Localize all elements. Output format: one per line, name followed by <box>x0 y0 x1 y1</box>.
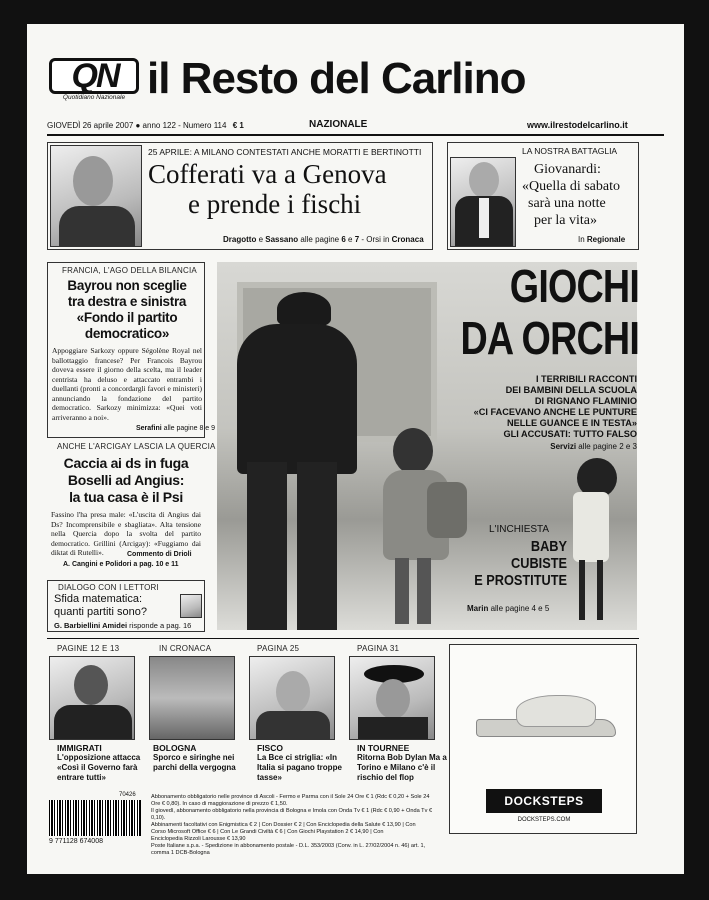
qn-logo-text: QN <box>71 57 119 95</box>
main-headline-1: GIOCHI <box>509 260 639 312</box>
masthead-title: il Resto del Carlino <box>147 54 526 103</box>
masthead-divider <box>47 134 664 136</box>
fisco-photo <box>249 656 335 740</box>
bottom-item-4: PAGINA 31 IN TOURNEE Ritorna Bob Dylan Ma a Torino e Milano c'è il rischio del flop <box>349 644 447 784</box>
battle-ref: In Regionale <box>578 235 626 244</box>
barcode-block: 70426 9 771128 674008 <box>49 792 145 850</box>
docksteps-url: DOCKSTEPS.COM <box>517 817 571 823</box>
bayrou-ref: Serafini alle pagine 8 e 9 <box>136 425 216 432</box>
arcigay-headline: Caccia ai ds in fuga Boselli ad Angius: la tua casa è il Psi <box>63 455 189 505</box>
bayrou-kicker: FRANCIA, L'AGO DELLA BILANCIA <box>62 266 197 275</box>
docksteps-brand: DOCKSTEPS <box>486 789 602 813</box>
main-headline <box>454 260 639 364</box>
battle-kicker: LA NOSTRA BATTAGLIA <box>522 146 618 156</box>
arcigay-ref-1: Commento di Drioli <box>127 551 192 558</box>
shoe-illustration <box>476 689 616 749</box>
dialogo-kicker: DIALOGO CON I LETTORI <box>58 583 159 592</box>
inchiesta-kicker: L'INCHIESTA <box>489 524 550 535</box>
qn-logo-subtitle: Quotidiano Nazionale <box>62 94 126 101</box>
bottom-item-2: IN CRONACA BOLOGNA Sporco e siringhe nei parchi della vergogna <box>149 644 247 784</box>
bayrou-body: Appoggiare Sarkozy oppure Ségolène Royal nel ballottaggio francese? Per Francois Bayrou doveva essere il giorno della scelta, ma il leader centrista ha deluso e attaccato entrambi i duellanti (pronti a concordargli favori e ministeri) annunciando la fondazione del partito democratico. Sarkozy minimizza: «Quei voti arriveranno a noi». <box>52 346 202 422</box>
battle-line-1: Giovanardi: <box>534 162 601 177</box>
bottom-strip-divider <box>47 638 639 639</box>
date-text: GIOVEDÌ 26 aprile 2007 ● anno 122 - Numero 114 <box>47 121 227 130</box>
top-story-headline-2: e prende i fischi <box>188 189 362 219</box>
qn-logo <box>49 58 139 104</box>
edition-label: NAZIONALE <box>309 119 368 130</box>
dialogo-box <box>47 580 205 632</box>
barbiellini-photo <box>180 594 202 618</box>
battle-box <box>447 142 639 250</box>
top-story-byline: Dragotto e Sassano alle pagine 6 e 7 - Orsi in Cronaca <box>223 235 424 244</box>
dylan-photo <box>349 656 435 740</box>
date-line <box>47 121 244 130</box>
giovanardi-photo <box>450 157 516 247</box>
battle-line-2: «Quella di sabato <box>522 179 620 194</box>
bottom-item-1: PAGINE 12 E 13 IMMIGRATI L'opposizione attacca «Così il Governo farà entrare tutti» <box>49 644 147 784</box>
top-story-kicker: 25 APRILE: A MILANO CONTESTATI ANCHE MORATTI E BERTINOTTI <box>148 147 422 157</box>
barcode <box>49 800 141 836</box>
bottom-item-3: PAGINA 25 FISCO La Bce ci striglia: «In Italia si pagano troppe tasse» <box>249 644 347 784</box>
docksteps-advert[interactable] <box>449 644 637 834</box>
arcigay-kicker: ANCHE L'ARCIGAY LASCIA LA QUERCIA <box>57 442 216 451</box>
main-ref: Servizi alle pagine 2 e 3 <box>550 442 637 451</box>
bayrou-headline: Bayrou non sceglie tra destra e sinistra «Fondo il partito democratico» <box>67 278 187 341</box>
website-link[interactable]: www.ilrestodelcarlino.it <box>527 120 628 130</box>
arcigay-block <box>47 442 216 574</box>
dialogo-headline: Sfida matematica: quanti partiti sono? <box>54 593 147 618</box>
arcigay-ref-2: A. Cangini e Polidori a pag. 10 e 11 <box>63 561 179 568</box>
top-story-box <box>47 142 433 250</box>
cofferati-photo <box>50 145 142 247</box>
main-subheads: I TERRIBILI RACCONTI DEI BAMBINI DELLA SCUOLA DI RIGNANO FLAMINIO «CI FACEVANO ANCHE LE PUNTURE NELLE GUANCE E IN TESTA» GLI ACCUSATI: TUTTO FALSO <box>473 374 637 439</box>
price: € 1 <box>232 121 244 130</box>
inchiesta-ref: Marin alle pagine 4 e 5 <box>467 604 550 613</box>
newspaper-front-page <box>27 24 684 874</box>
bayrou-box <box>47 262 216 438</box>
inchiesta-headline: BABY CUBISTE E PROSTITUTE <box>474 538 567 589</box>
dialogo-ref: G. Barbiellini Amidei risponde a pag. 16 <box>54 621 192 630</box>
top-story-headline-1: Cofferati va a Genova <box>148 159 387 189</box>
arcigay-body: Fassino l'ha presa male: «L'uscita di Angius dai Ds? Incomprensibile e sbagliata». Alta tensione nella Quercia dopo la svolta del partito democratico. Grillini (Arcigay): «Fuggiamo dai diktat di Rutelli». <box>51 510 201 557</box>
bologna-photo <box>149 656 235 740</box>
battle-line-4: per la vita» <box>534 213 597 228</box>
battle-line-3: sarà una notte <box>528 196 606 211</box>
footer-fine-print: Abbonamento obbligatorio nelle province di Ascoli - Fermo e Parma con il Sole 24 Ore € 1 (Rdc € 0,20 + Sole 24 Ore € 0,80). In caso di maggiorazione di prezzo € 1,50. Il giovedì, abbonamento obbligatorio nella provincia di Bologna e Imola con Onda Tv € 1 (Rdc € 0,90 + Onda Tv € 0,10). Abbinamenti facoltativi con Enigmistica € 2 | Con Dossier € 2 | Con Enciclopedia della Salute € 13,90 | Con Corso Microsoft Office € 6 | Con Le Grandi Civiltà € 6 | Con Giochi Playstation 2 € 14,90 | Con Enciclopedia Rizzoli Larousse € 13,90 Poste Italiane s.p.a. - Spedizione in abbonamento postale - D.L. 353/2003 (Conv. in L. 27/02/2004 n. 46) art. 1, comma 1 DCB-Bologna <box>151 794 433 856</box>
main-headline-2: DA ORCHI <box>460 312 639 364</box>
immigrati-photo <box>49 656 135 740</box>
